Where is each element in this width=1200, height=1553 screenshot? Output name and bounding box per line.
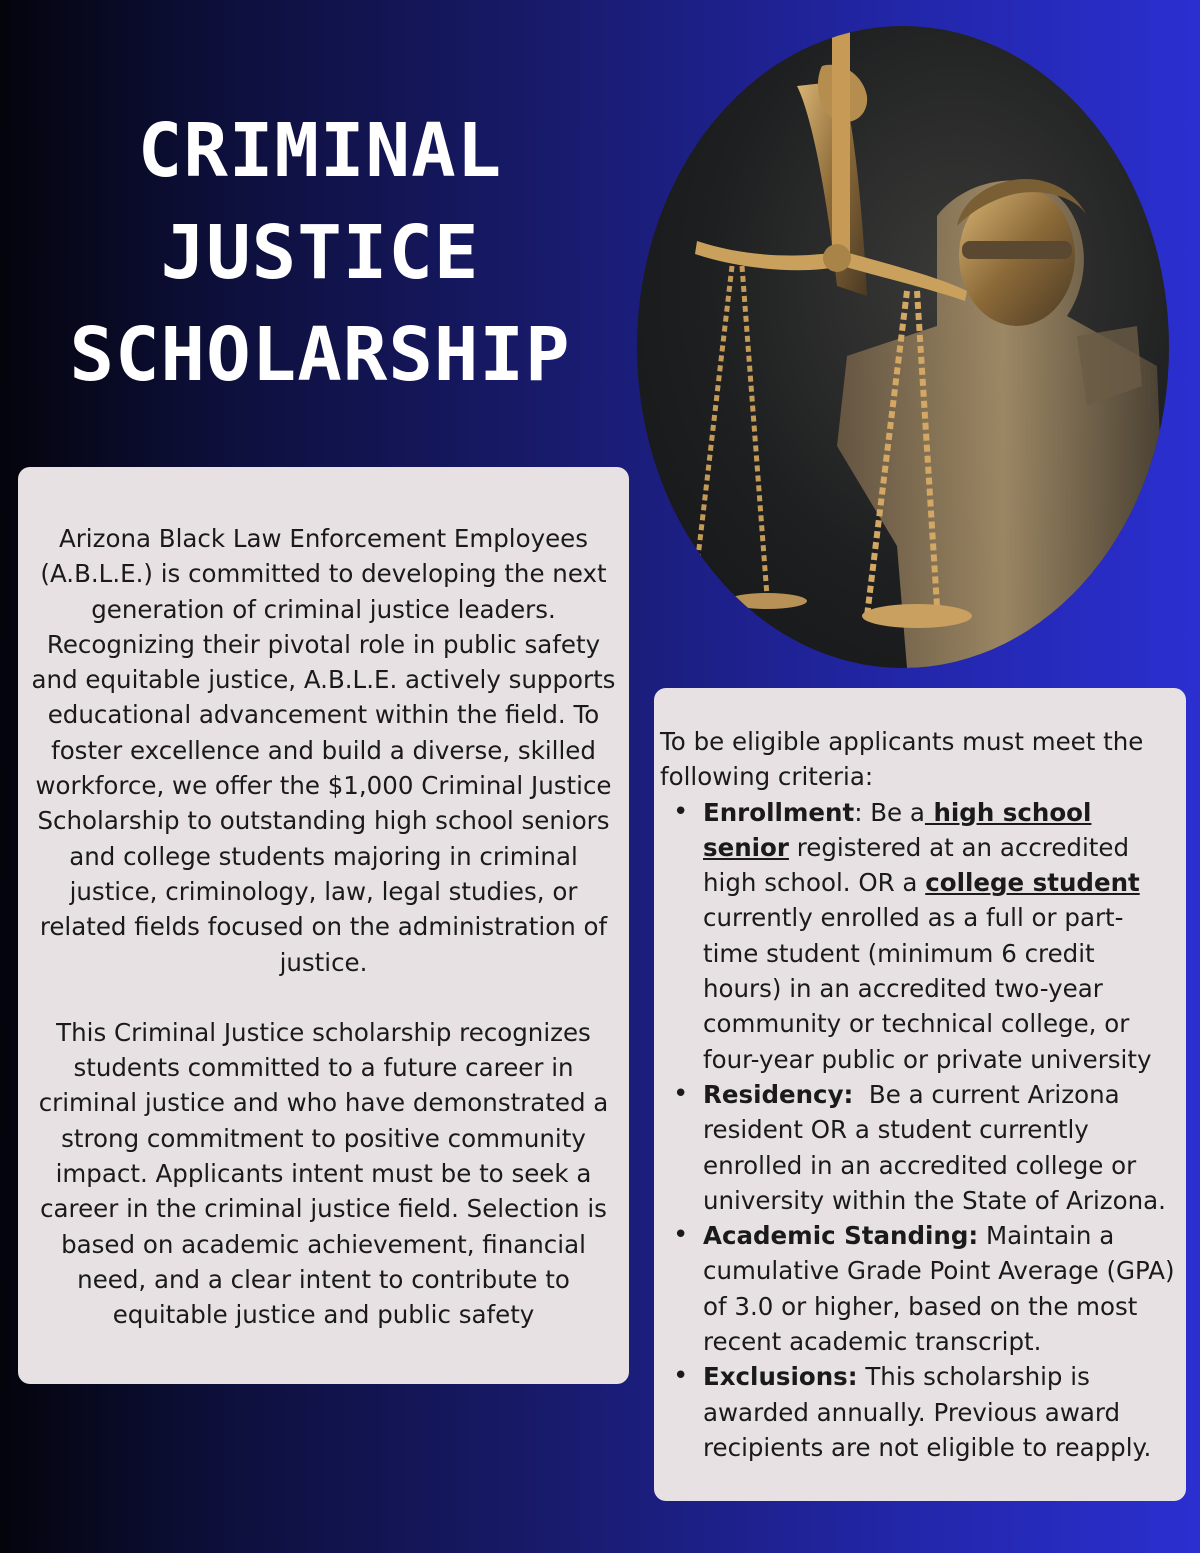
title-line-2: JUSTICE xyxy=(160,210,480,296)
eligibility-card xyxy=(654,688,1186,1501)
lady-justice-statue-image xyxy=(637,26,1169,668)
criteria-item-academic-standing xyxy=(703,1218,1178,1359)
criteria-text: currently enrolled as a full or part-time student (minimum 6 credit hours) in an accredited two-year community or technical college, or four-year public or private university xyxy=(703,903,1152,1074)
criteria-label: Exclusions: xyxy=(703,1362,858,1392)
criteria-item-exclusions xyxy=(703,1359,1178,1465)
criteria-text: : Be a xyxy=(854,797,925,827)
criteria-text: Maintain a cumulative Grade Point Average (GPA) of 3.0 or higher, based on the most recent academic transcript. xyxy=(703,1221,1175,1357)
criteria-text: registered at an accredited high school. OR a xyxy=(703,832,1130,898)
criteria-list xyxy=(660,795,1178,1466)
criteria-item-enrollment xyxy=(703,795,1178,1077)
high-school-senior-text: high school senior xyxy=(703,797,1092,862)
criteria-label: Academic Standing: xyxy=(703,1221,979,1251)
title-line-1: CRIMINAL xyxy=(137,108,503,194)
college-student-text: college student xyxy=(925,868,1140,898)
about-paragraph-1: Arizona Black Law Enforcement Employees (A.B.L.E.) is committed to developing the next generation of criminal justice leaders. Recognizing their pivotal role in public safety and equitable justice, A.B.L.E. actively supports educational advancement within the field. To foster excellence and build a diverse, skilled workforce, we offer the $1,000 Criminal Justice Scholarship to outstanding high school seniors and college students majoring in criminal justice, criminology, law, legal studies, or related fields focused on the administration of justice. xyxy=(31,524,616,977)
about-card xyxy=(18,467,629,1384)
page-title xyxy=(60,100,580,406)
about-paragraph-2: This Criminal Justice scholarship recognizes students committed to a future career in criminal justice and who have demonstrated a strong commitment to positive community impact. Applicants intent must be to seek a career in the criminal justice field. Selection is based on academic achievement, financial need, and a clear intent to contribute to equitable justice and public safety xyxy=(38,1017,609,1330)
eligibility-intro: To be eligible applicants must meet the following criteria: xyxy=(660,727,1144,792)
title-line-3: SCHOLARSHIP xyxy=(69,312,571,398)
criteria-item-residency xyxy=(703,1077,1178,1218)
criteria-label: Residency: xyxy=(703,1079,854,1109)
criteria-text: Be a current Arizona resident OR a student currently enrolled in an accredited college or university within the State of Arizona. xyxy=(703,1079,1166,1215)
criteria-text: This scholarship is awarded annually. Previous award recipients are not eligible to reapply. xyxy=(703,1362,1152,1462)
lady-justice-illustration xyxy=(637,26,1169,668)
criteria-label: Enrollment xyxy=(703,797,855,827)
